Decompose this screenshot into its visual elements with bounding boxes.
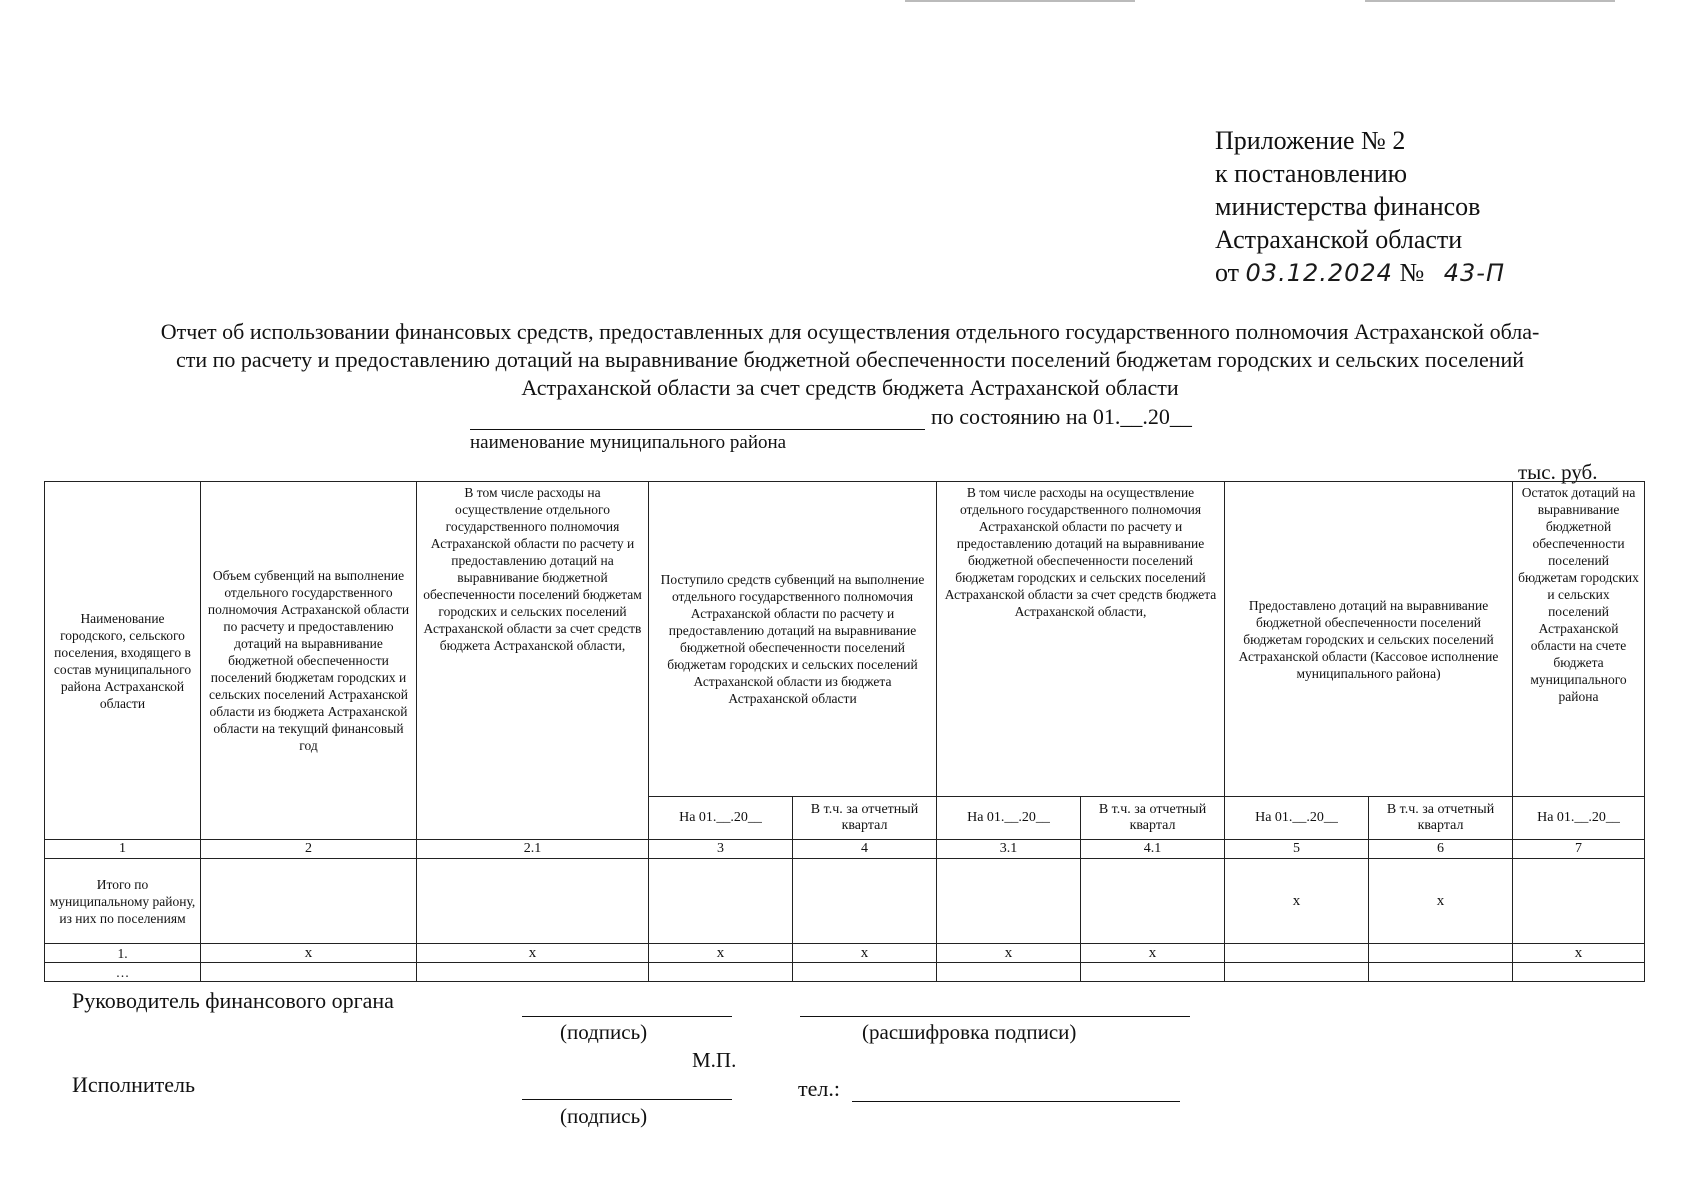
phone-field-line[interactable] [852,1100,1180,1102]
number-sign: № [1399,258,1425,287]
head-decode-line[interactable] [800,1015,1190,1017]
table-cell[interactable] [1225,963,1369,982]
table-row [45,963,1645,982]
table-cell[interactable] [1513,963,1645,982]
subheader-on-date: На 01.__.20__ [937,797,1081,840]
title-line: сти по расчету и предоставлению дотаций на выравнивание бюджетной обеспеченности поселений бюджетам городских и сельских поселений [175,347,1525,372]
scan-artifact [905,0,1135,2]
column-number: 2.1 [417,840,649,859]
decode-caption: (расшифровка подписи) [862,1020,1077,1044]
title-line: Астраханской области за счет средств бюджета Астраханской области [521,375,1179,400]
units-label: тыс. руб. [1518,460,1598,484]
column-number: 4 [793,840,937,859]
table-cell[interactable] [1369,963,1513,982]
header-expenses-including-2: В том числе расходы на осуществление отдельного государственного полномочия Астраханской области по расчету и предоставлению дотаций на выравнивание бюджетной обеспеченности поселений бюджетам городских и сельских поселений Астраханской области за счет средств бюджета Астраханской области, [937,482,1225,797]
subheader-quarter: В т.ч. за отчетный квартал [1369,797,1513,840]
table-cell[interactable] [793,963,937,982]
appendix-date-line [1215,256,1505,290]
table-cell[interactable] [417,859,649,944]
table-cell[interactable] [1369,944,1513,963]
appendix-block [1215,124,1505,290]
head-label: Руководитель финансового органа [72,988,394,1013]
subheader-quarter: В т.ч. за отчетный квартал [793,797,937,840]
column-number: 4.1 [1081,840,1225,859]
table-cell[interactable]: x [1513,944,1645,963]
subheader-on-date: На 01.__.20__ [649,797,793,840]
table-cell[interactable]: x [793,944,937,963]
title-line: Отчет об использовании финансовых средств, предоставленных для осуществления отдельного государственного полномочия Астраханской обла- [160,319,1540,344]
row-label: Итого по муниципальному району, из них по поселениям [45,859,201,944]
appendix-line: к постановлению [1215,159,1408,188]
handwritten-date: 03.12.2024 [1245,259,1393,287]
executor-label: Исполнитель [72,1072,196,1097]
table-cell[interactable] [201,859,417,944]
table-cell[interactable]: x [417,944,649,963]
row-label: 1. [45,944,201,963]
head-signature-line[interactable] [522,1015,732,1017]
column-number: 3 [649,840,793,859]
table-cell[interactable] [793,859,937,944]
column-number: 7 [1513,840,1645,859]
column-number: 5 [1225,840,1369,859]
stamp-label: М.П. [692,1048,737,1072]
header-received-subventions: Поступило средств субвенций на выполнение отдельного государственного полномочия Астраханской области по расчету и предоставлению дотаций на выравнивание бюджетной обеспеченности поселений бюджетам городских и сельских поселений Астраханской области из бюджета Астраханской области [649,482,937,797]
table-cell[interactable]: x [1225,859,1369,944]
table-cell[interactable]: x [937,944,1081,963]
table-cell[interactable] [649,963,793,982]
scan-artifact [1365,0,1615,2]
subheader-quarter: В т.ч. за отчетный квартал [1081,797,1225,840]
handwritten-number: 43-П [1443,259,1506,287]
column-number: 3.1 [937,840,1081,859]
subheader-on-date: На 01.__.20__ [1225,797,1369,840]
table-cell[interactable] [937,859,1081,944]
subheader-on-date: На 01.__.20__ [1513,797,1645,840]
table-cell[interactable] [1081,963,1225,982]
table-cell[interactable] [649,859,793,944]
table-row-total [45,859,1645,944]
table-row [45,944,1645,963]
table-cell[interactable]: x [201,944,417,963]
table-cell[interactable]: x [649,944,793,963]
table-cell[interactable] [1225,944,1369,963]
table-cell[interactable] [1081,859,1225,944]
row-label: … [45,963,201,982]
table-cell[interactable] [417,963,649,982]
signature-caption: (подпись) [560,1020,648,1044]
table-cell[interactable]: x [1081,944,1225,963]
status-date: по состоянию на 01.__.20__ [931,404,1192,429]
municipality-blank-field[interactable] [470,407,925,430]
table-cell[interactable] [1513,859,1645,944]
status-line [470,404,1192,430]
table-cell[interactable] [937,963,1081,982]
table-cell[interactable] [201,963,417,982]
header-grants-provided: Предоставлено дотаций на выравнивание бюджетной обеспеченности поселений бюджетам городских и сельских поселений Астраханской области (Кассовое исполнение муниципального района) [1225,482,1513,797]
column-number-row [45,840,1645,859]
appendix-line: Астраханской области [1215,225,1463,254]
phone-label: тел.: [798,1076,840,1101]
date-prefix: от [1215,258,1240,287]
appendix-line: министерства финансов [1215,192,1481,221]
header-expenses-including: В том числе расходы на осуществление отдельного государственного полномочия Астраханской области по расчету и предоставлению дотаций на выравнивание бюджетной обеспеченности поселений бюджетам городских и сельских поселений Астраханской области за счет средств бюджета Астраханской области, [417,482,649,840]
table-cell[interactable]: x [1369,859,1513,944]
executor-signature-caption: (подпись) [560,1104,648,1128]
column-number: 6 [1369,840,1513,859]
column-number: 2 [201,840,417,859]
municipality-caption: наименование муниципального района [470,432,787,453]
appendix-line: Приложение № 2 [1215,126,1406,155]
header-subvention-volume: Объем субвенций на выполнение отдельного государственного полномочия Астраханской области по расчету и предоставлению дотаций на выравнивание бюджетной обеспеченности поселений бюджетам городских и сельских поселений Астраханской области из бюджета Астраханской области на текущий финансовый год [201,482,417,840]
column-number: 1 [45,840,201,859]
report-table [44,481,1645,982]
header-remaining-grants: Остаток дотаций на выравнивание бюджетной обеспеченности поселений бюджетам городских и сельских поселений Астраханской области на счете бюджета муниципального района [1513,482,1645,797]
header-settlement-name: Наименование городского, сельского поселения, входящего в состав муниципального района Астраханской области [45,482,201,840]
executor-signature-line[interactable] [522,1098,732,1100]
report-title [70,318,1630,402]
